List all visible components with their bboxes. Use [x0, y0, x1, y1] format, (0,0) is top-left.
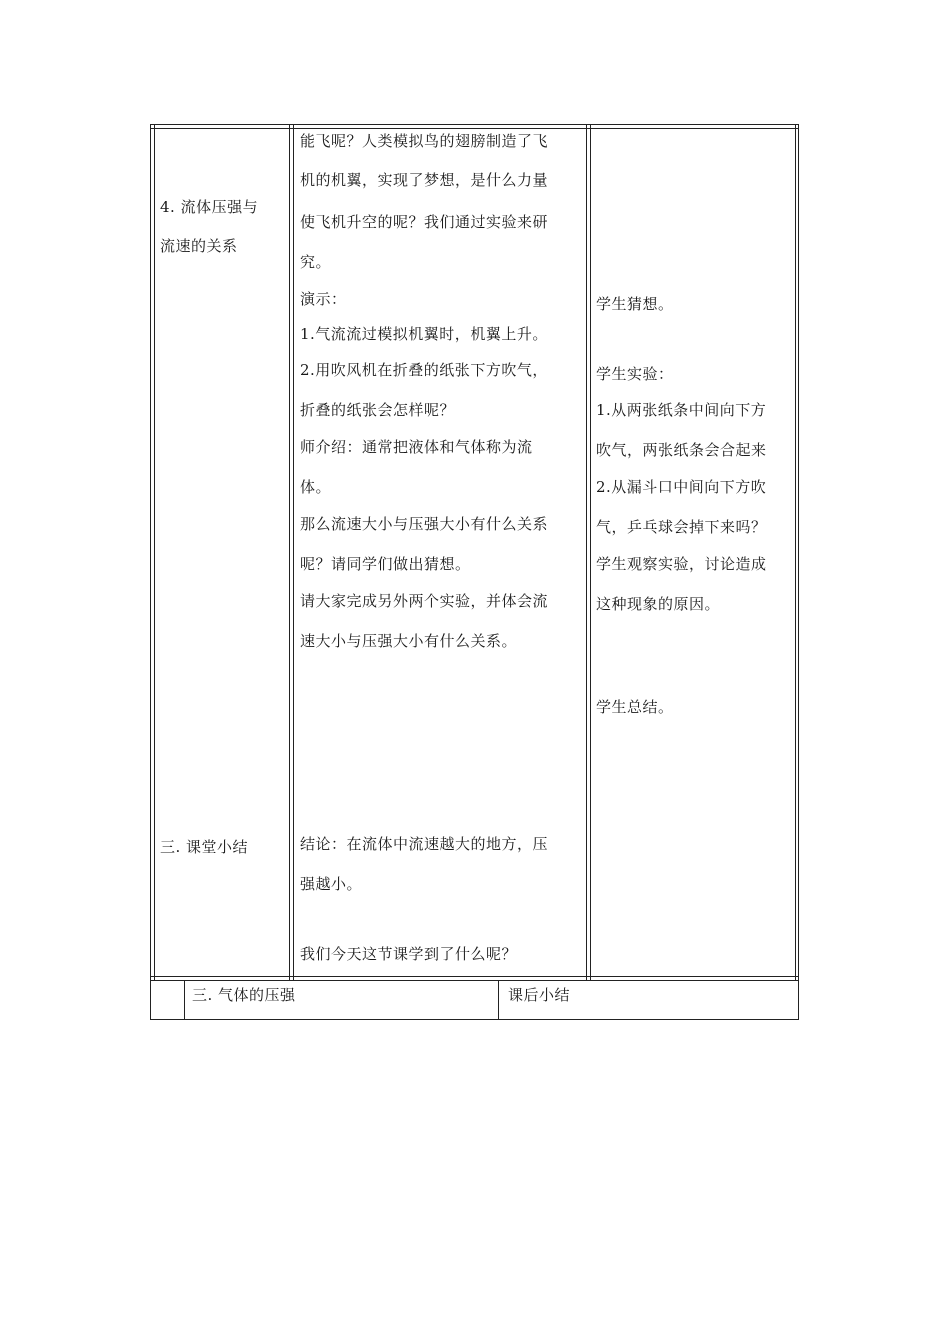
- experiment-2-line2: 气，乒乓球会掉下来吗？: [596, 518, 767, 536]
- row-divider-b: [150, 980, 799, 981]
- experiment-1-line2: 吹气，两张纸条会合起来: [596, 441, 767, 459]
- table-left-inner-border: [154, 124, 155, 980]
- closing-question: 我们今天这节课学到了什么呢？: [300, 945, 518, 963]
- conclusion-line2: 强越小。: [300, 875, 363, 893]
- experiment-2-line1: 2.从漏斗口中间向下方吹: [596, 478, 767, 496]
- student-experiment-heading: 学生实验：: [596, 365, 674, 383]
- section-4-title-line1: 4. 流体压强与: [160, 198, 259, 216]
- middle-line: 请大家完成另外两个实验，并体会流: [300, 592, 549, 610]
- after-class-summary: 课后小结: [508, 986, 571, 1004]
- middle-line: 2.用吹风机在折叠的纸张下方吹气，: [300, 361, 548, 379]
- middle-line: 使飞机升空的呢？我们通过实验来研: [300, 213, 549, 231]
- table-top-inner-border: [150, 128, 799, 129]
- observe-line2: 这种现象的原因。: [596, 595, 721, 613]
- experiment-1-line1: 1.从两张纸条中间向下方: [596, 401, 767, 419]
- bottom-row-divider-2: [498, 980, 499, 1020]
- column-divider-1: [289, 124, 290, 980]
- column-divider-2b: [590, 124, 591, 980]
- middle-line: 师介绍：通常把液体和气体称为流: [300, 438, 533, 456]
- middle-line: 那么流速大小与压强大小有什么关系: [300, 515, 549, 533]
- section-4-title-line2: 流速的关系: [160, 237, 238, 255]
- bottom-row-divider-1: [184, 980, 185, 1020]
- row-divider: [150, 976, 799, 977]
- middle-line: 机的机翼，实现了梦想，是什么力量: [300, 171, 549, 189]
- middle-line: 演示：: [300, 290, 347, 308]
- student-summary: 学生总结。: [596, 698, 674, 716]
- middle-line: 速大小与压强大小有什么关系。: [300, 632, 518, 650]
- middle-line: 1.气流流过模拟机翼时，机翼上升。: [300, 325, 548, 343]
- middle-line: 能飞呢？人类模拟鸟的翅膀制造了飞: [300, 132, 549, 150]
- observe-line1: 学生观察实验，讨论造成: [596, 555, 767, 573]
- student-guess: 学生猜想。: [596, 295, 674, 313]
- column-divider-1b: [293, 124, 294, 980]
- middle-line: 折叠的纸张会怎样呢？: [300, 401, 456, 419]
- summary-heading: 三. 课堂小结: [160, 838, 249, 856]
- middle-line: 究。: [300, 253, 332, 271]
- table-right-inner-border: [795, 124, 796, 980]
- middle-line: 体。: [300, 478, 332, 496]
- middle-line: 呢？请同学们做出猜想。: [300, 555, 471, 573]
- column-divider-2: [586, 124, 587, 980]
- board-title: 三. 气体的压强: [192, 986, 296, 1004]
- conclusion-line1: 结论：在流体中流速越大的地方，压: [300, 835, 549, 853]
